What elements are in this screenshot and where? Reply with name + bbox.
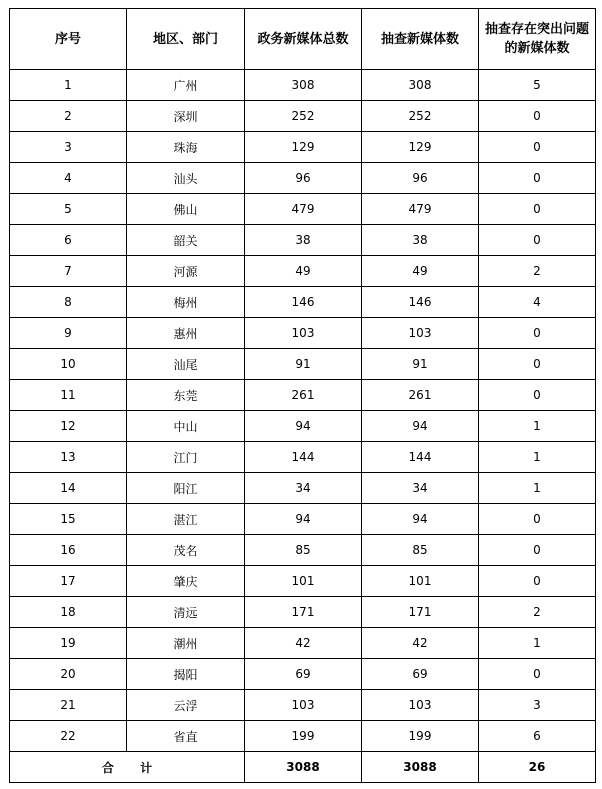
cell-total: 101 xyxy=(245,566,362,597)
cell-issues: 0 xyxy=(479,132,596,163)
cell-no: 13 xyxy=(10,442,127,473)
cell-sampled: 49 xyxy=(362,256,479,287)
cell-region: 珠海 xyxy=(127,132,245,163)
cell-issues: 0 xyxy=(479,380,596,411)
header-no: 序号 xyxy=(10,9,127,70)
cell-sampled: 101 xyxy=(362,566,479,597)
cell-region: 中山 xyxy=(127,411,245,442)
header-sampled: 抽查新媒体数 xyxy=(362,9,479,70)
cell-no: 18 xyxy=(10,597,127,628)
table-row xyxy=(10,380,596,411)
cell-total: 129 xyxy=(245,132,362,163)
total-row xyxy=(10,752,596,783)
cell-issues: 0 xyxy=(479,163,596,194)
table-header xyxy=(10,9,596,70)
cell-sampled: 85 xyxy=(362,535,479,566)
media-inspection-table xyxy=(9,8,596,783)
cell-total: 34 xyxy=(245,473,362,504)
cell-sampled: 103 xyxy=(362,318,479,349)
cell-issues: 1 xyxy=(479,473,596,504)
cell-issues: 2 xyxy=(479,256,596,287)
cell-issues: 0 xyxy=(479,225,596,256)
cell-sampled: 199 xyxy=(362,721,479,752)
cell-sampled: 308 xyxy=(362,70,479,101)
cell-no: 4 xyxy=(10,163,127,194)
cell-no: 7 xyxy=(10,256,127,287)
table-row xyxy=(10,721,596,752)
table-row xyxy=(10,442,596,473)
table-row xyxy=(10,70,596,101)
table-row xyxy=(10,163,596,194)
cell-total: 261 xyxy=(245,380,362,411)
table-row xyxy=(10,318,596,349)
cell-issues: 1 xyxy=(479,411,596,442)
cell-total: 85 xyxy=(245,535,362,566)
cell-region: 云浮 xyxy=(127,690,245,721)
cell-sampled: 69 xyxy=(362,659,479,690)
cell-issues: 5 xyxy=(479,70,596,101)
cell-region: 揭阳 xyxy=(127,659,245,690)
table-row xyxy=(10,411,596,442)
cell-issues: 3 xyxy=(479,690,596,721)
cell-region: 清远 xyxy=(127,597,245,628)
cell-total: 199 xyxy=(245,721,362,752)
cell-issues: 0 xyxy=(479,349,596,380)
cell-no: 19 xyxy=(10,628,127,659)
cell-region: 潮州 xyxy=(127,628,245,659)
table-row xyxy=(10,225,596,256)
cell-no: 11 xyxy=(10,380,127,411)
table-row xyxy=(10,194,596,225)
cell-issues: 0 xyxy=(479,535,596,566)
cell-total: 94 xyxy=(245,411,362,442)
cell-sampled: 103 xyxy=(362,690,479,721)
header-total: 政务新媒体总数 xyxy=(245,9,362,70)
cell-total: 96 xyxy=(245,163,362,194)
cell-total: 69 xyxy=(245,659,362,690)
cell-region: 梅州 xyxy=(127,287,245,318)
cell-issues: 1 xyxy=(479,628,596,659)
cell-region: 佛山 xyxy=(127,194,245,225)
cell-region: 肇庆 xyxy=(127,566,245,597)
table-row xyxy=(10,101,596,132)
cell-sampled: 146 xyxy=(362,287,479,318)
cell-region: 深圳 xyxy=(127,101,245,132)
cell-sampled: 34 xyxy=(362,473,479,504)
cell-region: 东莞 xyxy=(127,380,245,411)
table-row xyxy=(10,256,596,287)
cell-no: 17 xyxy=(10,566,127,597)
header-region: 地区、部门 xyxy=(127,9,245,70)
cell-sampled: 252 xyxy=(362,101,479,132)
cell-sampled: 96 xyxy=(362,163,479,194)
table-row xyxy=(10,628,596,659)
cell-issues: 2 xyxy=(479,597,596,628)
cell-sampled: 261 xyxy=(362,380,479,411)
cell-total: 49 xyxy=(245,256,362,287)
cell-total: 38 xyxy=(245,225,362,256)
cell-total: 103 xyxy=(245,690,362,721)
cell-region: 韶关 xyxy=(127,225,245,256)
cell-issues: 0 xyxy=(479,504,596,535)
cell-total: 171 xyxy=(245,597,362,628)
cell-region: 惠州 xyxy=(127,318,245,349)
cell-total: 146 xyxy=(245,287,362,318)
cell-sampled: 38 xyxy=(362,225,479,256)
cell-no: 20 xyxy=(10,659,127,690)
cell-no: 9 xyxy=(10,318,127,349)
table-row xyxy=(10,597,596,628)
cell-issues: 0 xyxy=(479,101,596,132)
cell-region: 阳江 xyxy=(127,473,245,504)
cell-issues: 0 xyxy=(479,659,596,690)
cell-no: 1 xyxy=(10,70,127,101)
cell-total: 103 xyxy=(245,318,362,349)
cell-sampled: 42 xyxy=(362,628,479,659)
cell-no: 5 xyxy=(10,194,127,225)
cell-region: 茂名 xyxy=(127,535,245,566)
table-footer xyxy=(10,752,596,783)
cell-no: 15 xyxy=(10,504,127,535)
cell-issues: 0 xyxy=(479,318,596,349)
cell-no: 6 xyxy=(10,225,127,256)
cell-issues: 4 xyxy=(479,287,596,318)
table-row xyxy=(10,349,596,380)
cell-sampled: 94 xyxy=(362,504,479,535)
cell-no: 12 xyxy=(10,411,127,442)
cell-total: 479 xyxy=(245,194,362,225)
table-row xyxy=(10,287,596,318)
cell-region: 汕尾 xyxy=(127,349,245,380)
cell-issues: 0 xyxy=(479,566,596,597)
cell-sampled: 129 xyxy=(362,132,479,163)
cell-total: 94 xyxy=(245,504,362,535)
cell-no: 2 xyxy=(10,101,127,132)
cell-no: 16 xyxy=(10,535,127,566)
cell-issues: 1 xyxy=(479,442,596,473)
total-label: 合 计 xyxy=(10,752,245,783)
cell-no: 3 xyxy=(10,132,127,163)
table-row xyxy=(10,132,596,163)
header-row xyxy=(10,9,596,70)
cell-region: 汕头 xyxy=(127,163,245,194)
total-media-count: 3088 xyxy=(245,752,362,783)
cell-no: 8 xyxy=(10,287,127,318)
cell-region: 河源 xyxy=(127,256,245,287)
cell-region: 省直 xyxy=(127,721,245,752)
cell-no: 21 xyxy=(10,690,127,721)
total-issues-count: 26 xyxy=(479,752,596,783)
cell-sampled: 479 xyxy=(362,194,479,225)
table-row xyxy=(10,504,596,535)
cell-no: 14 xyxy=(10,473,127,504)
cell-total: 144 xyxy=(245,442,362,473)
header-issues: 抽查存在突出问题的新媒体数 xyxy=(479,9,596,70)
table-row xyxy=(10,535,596,566)
table-row xyxy=(10,473,596,504)
cell-total: 42 xyxy=(245,628,362,659)
cell-sampled: 91 xyxy=(362,349,479,380)
cell-issues: 6 xyxy=(479,721,596,752)
table-row xyxy=(10,659,596,690)
cell-sampled: 171 xyxy=(362,597,479,628)
cell-region: 江门 xyxy=(127,442,245,473)
cell-region: 湛江 xyxy=(127,504,245,535)
cell-no: 22 xyxy=(10,721,127,752)
table-container xyxy=(9,8,596,783)
table-row xyxy=(10,690,596,721)
cell-issues: 0 xyxy=(479,194,596,225)
total-sampled-count: 3088 xyxy=(362,752,479,783)
cell-no: 10 xyxy=(10,349,127,380)
cell-region: 广州 xyxy=(127,70,245,101)
cell-sampled: 94 xyxy=(362,411,479,442)
cell-total: 252 xyxy=(245,101,362,132)
cell-total: 91 xyxy=(245,349,362,380)
cell-total: 308 xyxy=(245,70,362,101)
cell-sampled: 144 xyxy=(362,442,479,473)
table-body xyxy=(10,70,596,752)
table-row xyxy=(10,566,596,597)
